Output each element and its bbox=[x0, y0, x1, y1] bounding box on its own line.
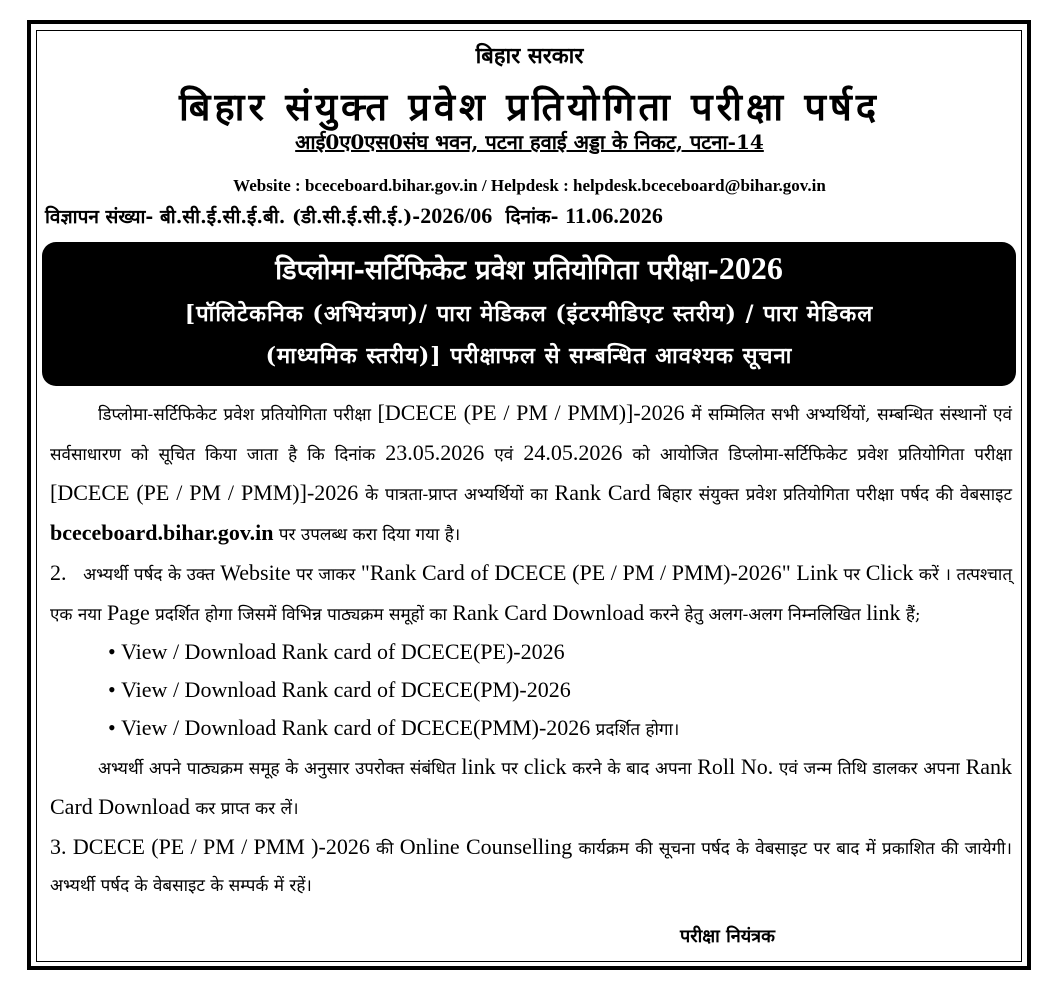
p1-f: 24.05.2026 bbox=[523, 440, 623, 465]
date-label: दिनांक- bbox=[505, 206, 559, 228]
p2-g: करें । तत्पश्चात् एक नया bbox=[50, 565, 1013, 625]
list-item-text: View / Download Rank card of DCECE(PM)-2026 bbox=[121, 677, 571, 702]
p2b-d: click bbox=[523, 754, 567, 779]
p1-e: एवं bbox=[484, 445, 524, 465]
banner-subtitle-1: [पॉलिटेकनिक (अभियंत्रण)/ पारा मेडिकल (इंटरमीडिएट स्तरीय) / पारा मेडिकल bbox=[184, 301, 874, 327]
adv-number: 2026/06 bbox=[420, 203, 493, 228]
date-value: 11.06.2026 bbox=[565, 203, 663, 228]
website-link: bceceboard.bihar.gov.in bbox=[50, 520, 274, 545]
p2b-a: अभ्यर्थी अपने पाठ्यक्रम समूह के अनुसार उपरोक्त संबंधित bbox=[98, 759, 462, 779]
p3-c: Online Counselling bbox=[399, 834, 573, 859]
p2-m: हैं; bbox=[900, 605, 921, 625]
signature: परीक्षा नियंत्रक bbox=[680, 926, 775, 947]
banner-title-year: 2026 bbox=[718, 250, 783, 286]
banner-title-text: डिप्लोमा-सर्टिफिकेट प्रवेश प्रतियोगिता परीक्षा- bbox=[275, 255, 719, 286]
p2-k: करने हेतु अलग-अलग निम्नलिखित bbox=[644, 605, 867, 625]
p2b-g: एवं जन्म तिथि डालकर अपना bbox=[773, 759, 966, 779]
p1-k: बिहार संयुक्त प्रवेश प्रतियोगिता परीक्षा पर्षद की वेबसाइट bbox=[650, 485, 1013, 505]
p2-h: Page bbox=[106, 600, 150, 625]
p3-num: 3. bbox=[50, 834, 67, 859]
p3-b: की bbox=[369, 839, 400, 859]
p2-l: link bbox=[866, 600, 901, 625]
p1-a: डिप्लोमा-सर्टिफिकेट प्रवेश प्रतियोगिता परीक्षा bbox=[98, 405, 378, 425]
p2-j: Rank Card Download bbox=[452, 600, 645, 625]
p1-b: [DCECE (PE / PM / PMM)]-2026 bbox=[377, 400, 685, 425]
p2b-b: link bbox=[461, 754, 496, 779]
p2-i: प्रदर्शित होगा जिसमें विभिन्न पाठ्यक्रम समूहों का bbox=[149, 605, 453, 625]
website-helpdesk-line: Website : bceceboard.bihar.gov.in / Helpdesk : helpdesk.bceceboard@bihar.gov.in bbox=[233, 176, 826, 195]
p2-f: Click bbox=[865, 560, 914, 585]
adv-label: विज्ञापन संख्या- बी.सी.ई.सी.ई.बी. (डी.सी.ई.सी.ई.)- bbox=[45, 206, 421, 228]
p3-d: कार्यक्रम की सूचना पर्षद के वेबसाइट पर बाद में प्रकाशित की जायेगी। अभ्यर्थी पर्षद के वेबसाइट के सम्पर्क में रहें। bbox=[50, 839, 1012, 896]
p2b-i: कर प्राप्त कर लें। bbox=[189, 799, 299, 819]
p1-g: को आयोजित डिप्लोमा-सर्टिफिकेट प्रवेश प्रतियोगिता परीक्षा bbox=[622, 445, 1012, 465]
p3-a: DCECE (PE / PM / PMM )-2026 bbox=[66, 834, 370, 859]
bullet-icon: • bbox=[108, 639, 116, 664]
p1-i: के पात्रता-प्राप्त अभ्यर्थियों का bbox=[358, 485, 555, 505]
p2-c: पर जाकर bbox=[290, 565, 361, 585]
board-name: बिहार संयुक्त प्रवेश प्रतियोगिता परीक्षा पर्षद bbox=[178, 84, 881, 129]
bullet-icon: • bbox=[108, 677, 116, 702]
list-item-text: View / Download Rank card of DCECE(PE)-2026 bbox=[121, 639, 565, 664]
p2-b: Website bbox=[220, 560, 291, 585]
banner-title bbox=[42, 248, 1016, 291]
advertisement-line bbox=[45, 203, 1005, 229]
list-item bbox=[108, 634, 1012, 672]
p2-num: 2. bbox=[50, 560, 67, 585]
p2-e: पर bbox=[837, 565, 866, 585]
paragraph-2b bbox=[50, 748, 1012, 828]
paragraph-1 bbox=[50, 394, 1012, 554]
government-title: बिहार सरकार bbox=[475, 43, 584, 69]
p2-a: अभ्यर्थी पर्षद के उक्त bbox=[77, 565, 221, 585]
p1-h: [DCECE (PE / PM / PMM)]-2026 bbox=[50, 480, 359, 505]
rank-card-link-list bbox=[50, 634, 1012, 748]
p1-m: पर उपलब्ध करा दिया गया है। bbox=[273, 525, 461, 545]
banner-subtitle-2: (माध्यमिक स्तरीय)] परीक्षाफल से सम्बन्धित आवश्यक सूचना bbox=[265, 343, 793, 369]
paragraph-3 bbox=[50, 828, 1012, 905]
notice-body bbox=[50, 394, 1012, 905]
list-item-text: View / Download Rank card of DCECE(PMM)-2026 bbox=[121, 715, 591, 740]
p2-d: "Rank Card of DCECE (PE / PM / PMM)-2026" Link bbox=[360, 560, 838, 585]
p1-j: Rank Card bbox=[554, 480, 651, 505]
list-item bbox=[108, 710, 1012, 748]
p1-d: 23.05.2026 bbox=[385, 440, 485, 465]
p2b-e: करने के बाद अपना bbox=[566, 759, 698, 779]
bullet-icon: • bbox=[108, 715, 116, 740]
list-item bbox=[108, 672, 1012, 710]
p1-c: में सम्मिलित सभी अभ्यर्थियों, सम्बन्धित संस्थानों एवं सर्वसाधारण को सूचित किया जाता है कि दिनांक bbox=[50, 405, 1012, 465]
paragraph-2 bbox=[50, 554, 1012, 634]
list-item-suffix: प्रदर्शित होगा। bbox=[590, 720, 680, 740]
p2b-c: पर bbox=[495, 759, 524, 779]
p2b-f: Roll No. bbox=[697, 754, 774, 779]
p2b-h: Rank Card Download bbox=[50, 754, 1013, 819]
notice-banner bbox=[42, 242, 1016, 386]
board-address: आई0ए0एस0संघ भवन, पटना हवाई अड्डा के निकट, पटना-14 bbox=[295, 130, 764, 154]
